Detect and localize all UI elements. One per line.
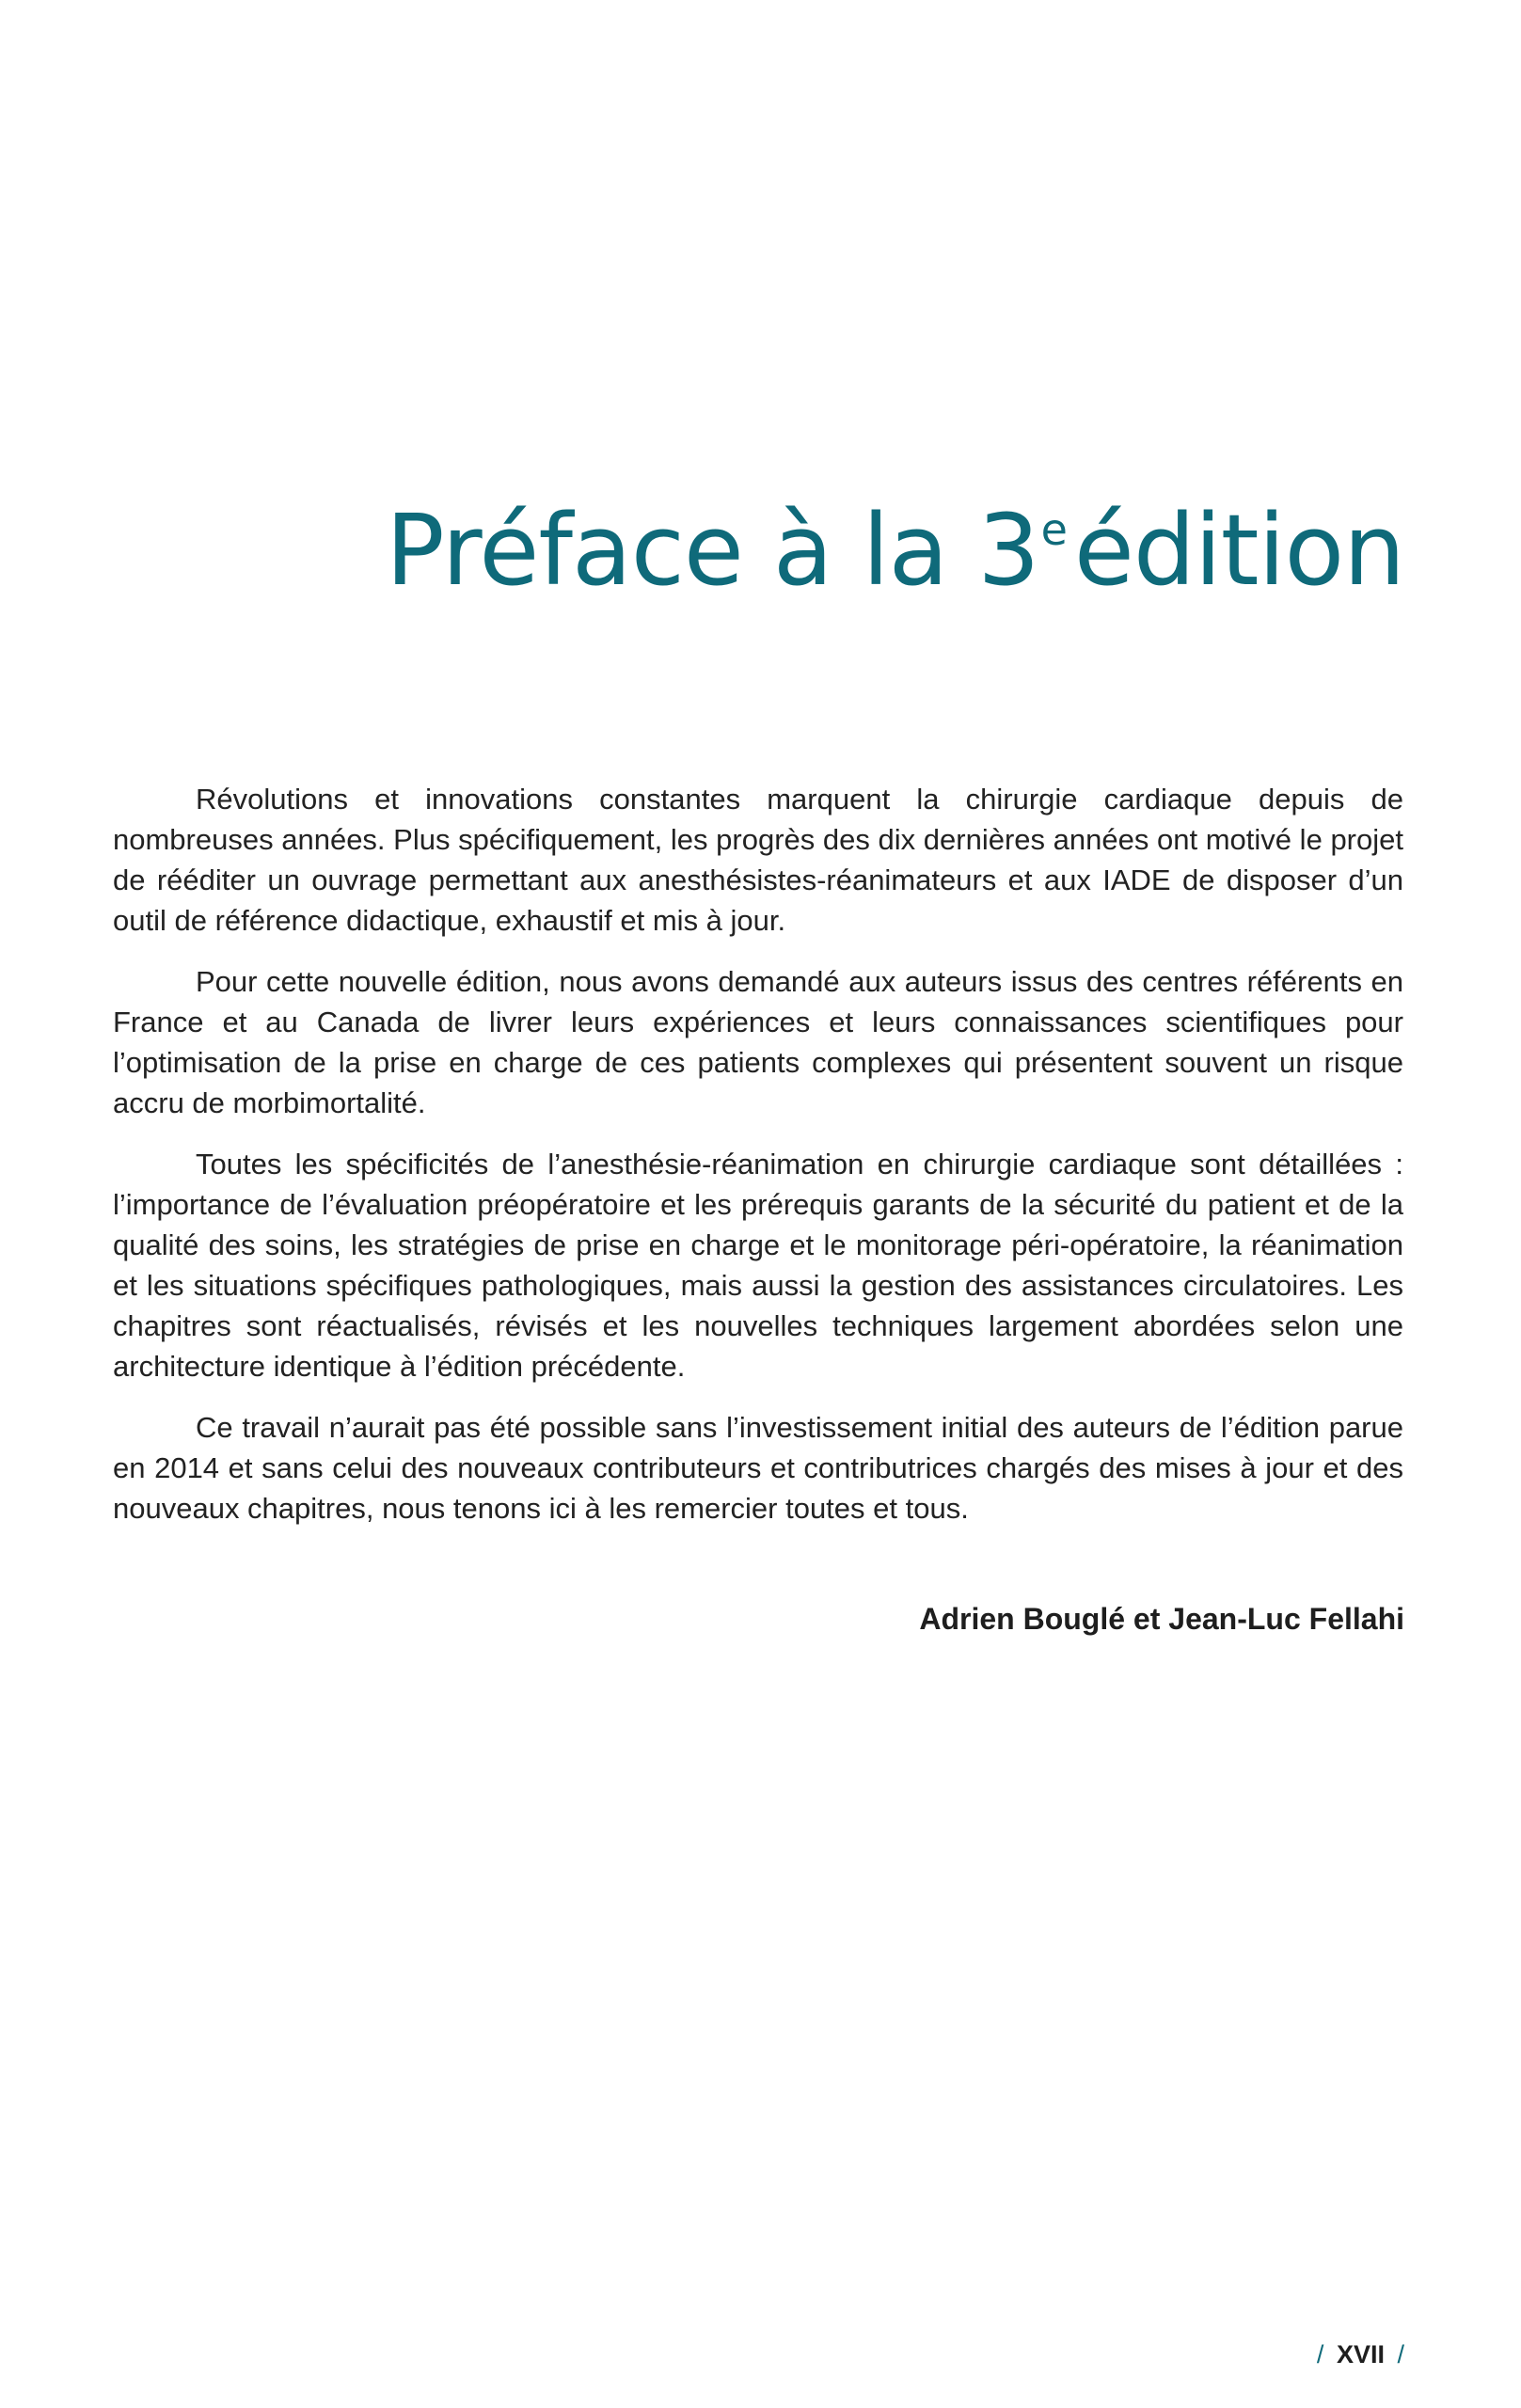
folio-slash-right: /: [1397, 2340, 1404, 2368]
page-title-superscript: e: [1040, 504, 1067, 555]
signature: Adrien Bouglé et Jean-Luc Fellahi: [919, 1602, 1404, 1636]
page-title: [386, 493, 1404, 608]
folio-number: XVII: [1336, 2340, 1385, 2368]
paragraph-3: Toutes les spécificités de l’anesthésie-réanimation en chirurgie cardiaque sont détaillées : l’importance de l’évaluation préopératoire et les prérequis garants de la sécurité du patient et de la qualité des soins, les stratégies de prise en charge et le monitorage péri-opératoire, la réanimation et les situations spécifiques pathologiques, mais aussi la gestion des assistances circulatoires. Les chapitres sont réactualisés, révisés et les nouvelles techniques largement abordées selon une architecture identique à l’édition précédente.: [113, 1148, 1403, 1383]
preface-body: [113, 779, 1403, 1549]
page-title-text: Préface à la 3: [386, 493, 1039, 608]
paragraph-4: Ce travail n’aurait pas été possible sans l’investissement initial des auteurs de l’édition parue en 2014 et sans celui des nouveaux contributeurs et contributrices chargés des mises à jour et des nouveaux chapitres, nous tenons ici à les remercier toutes et tous.: [113, 1411, 1403, 1525]
paragraph-2: Pour cette nouvelle édition, nous avons demandé aux auteurs issus des centres référents en France et au Canada de livrer leurs expériences et leurs connaissances scientifiques pour l’optimisation de la prise en charge de ces patients complexes qui présentent souvent un risque accru de morbimortalité.: [113, 965, 1403, 1119]
page-number: [1317, 2340, 1404, 2369]
paragraph-1: Révolutions et innovations constantes marquent la chirurgie cardiaque depuis de nombreuses années. Plus spécifiquement, les progrès des dix dernières années ont motivé le projet de rééditer un ouvrage permettant aux anesthésistes-réanimateurs et aux IADE de disposer d’un outil de référence didactique, exhaustif et mis à jour.: [113, 783, 1403, 937]
folio-slash-left: /: [1316, 2340, 1324, 2368]
page-title-suffix: édition: [1073, 493, 1404, 608]
